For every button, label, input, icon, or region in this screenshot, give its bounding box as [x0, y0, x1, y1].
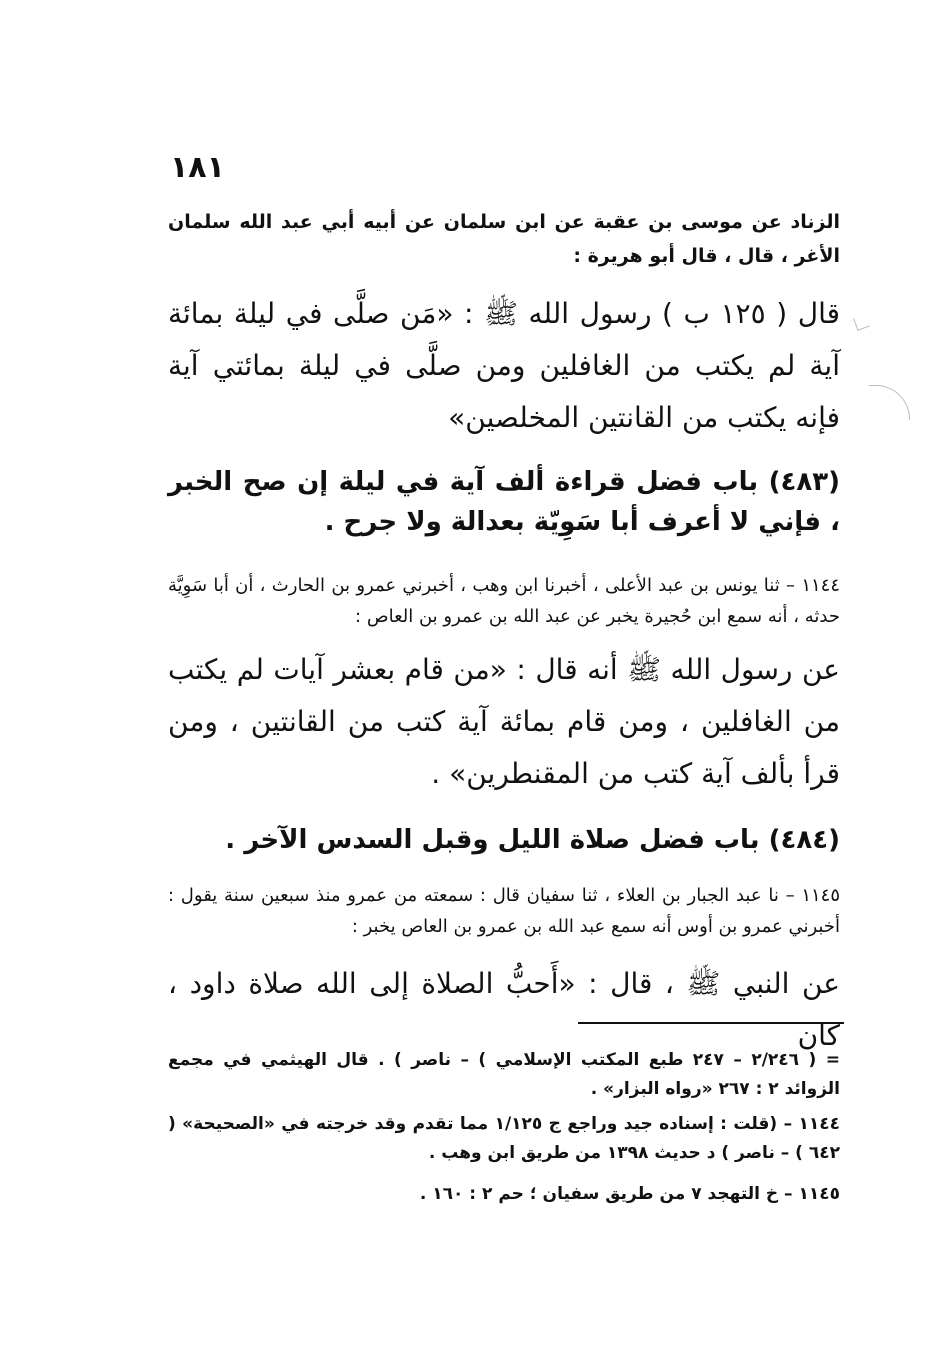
- hadith-text-1145: عن النبي ﷺ ، قال : «أَحبُّ الصلاة إلى الله صلاة داود ، كان: [168, 967, 840, 1052]
- scan-artifact: [853, 314, 870, 331]
- footnote-separator: [578, 1022, 844, 1024]
- isnad-1145: ١١٤٥ – نا عبد الجبار بن العلاء ، ثنا سفيان قال : سمعته من عمرو منذ سبعين سنة يقول : أخبرني عمرو بن أوس أنه سمع عبد الله بن عمرو بن العاص يخبر :: [168, 885, 840, 937]
- chain-continuation: الزناد عن موسى بن عقبة عن ابن سلمان عن أبيه أبي عبد الله سلمان الأغر ، قال ، قال أبو هريرة :: [168, 211, 840, 267]
- footnote-1: = ( ٢/٢٤٦ – ٢٤٧ طبع المكتب الإسلامي ) – ناصر ) . قال الهيثمي في مجمع الزوائد ٢ : ٢٦٧ «رواه البزار» .: [168, 1050, 840, 1099]
- footnote-1144: ١١٤٤ – (قلت : إسناده جيد وراجع ج ١/١٢٥ مما تقدم وقد خرجته في «الصحيحة» ( ٦٤٢ ) – ناصر ) د حديث ١٣٩٨ من طريق ابن وهب .: [168, 1114, 840, 1163]
- scan-artifact: [869, 385, 910, 420]
- isnad-1144: ١١٤٤ – ثنا يونس بن عبد الأعلى ، أخبرنا ابن وهب ، أخبرني عمرو بن الحارث ، أن أبا سَوِيَّة حدثه ، أنه سمع ابن حُجيرة يخبر عن عبد الله بن عمرو بن العاص :: [168, 575, 840, 627]
- chapter-heading-483: (٤٨٣) باب فضل قراءة ألف آية في ليلة إن صح الخبر ، فإني لا أعرف أبا سَوِيّة بعدالة ولا جرح .: [168, 467, 840, 537]
- hadith-text-1: قال ( ١٢٥ ب ) رسول الله ﷺ : «مَن صلَّى في ليلة بمائة آية لم يكتب من الغافلين ومن صلَّى في ليلة بمائتي آية فإنه يكتب من القانتين المخلصين»: [168, 297, 840, 434]
- page-number: ١٨١: [170, 150, 225, 185]
- hadith-text-1144: عن رسول الله ﷺ أنه قال : «من قام بعشر آيات لم يكتب من الغافلين ، ومن قام بمائة آية كتب من القانتين ، ومن قرأ بألف آية كتب من المقنطرين» .: [168, 653, 840, 790]
- chapter-heading-484: (٤٨٤) باب فضل صلاة الليل وقبل السدس الآخر .: [225, 825, 840, 855]
- footnote-1145: ١١٤٥ – خ التهجد ٧ من طريق سفيان ؛ حم ٢ : ١٦٠ .: [419, 1184, 840, 1204]
